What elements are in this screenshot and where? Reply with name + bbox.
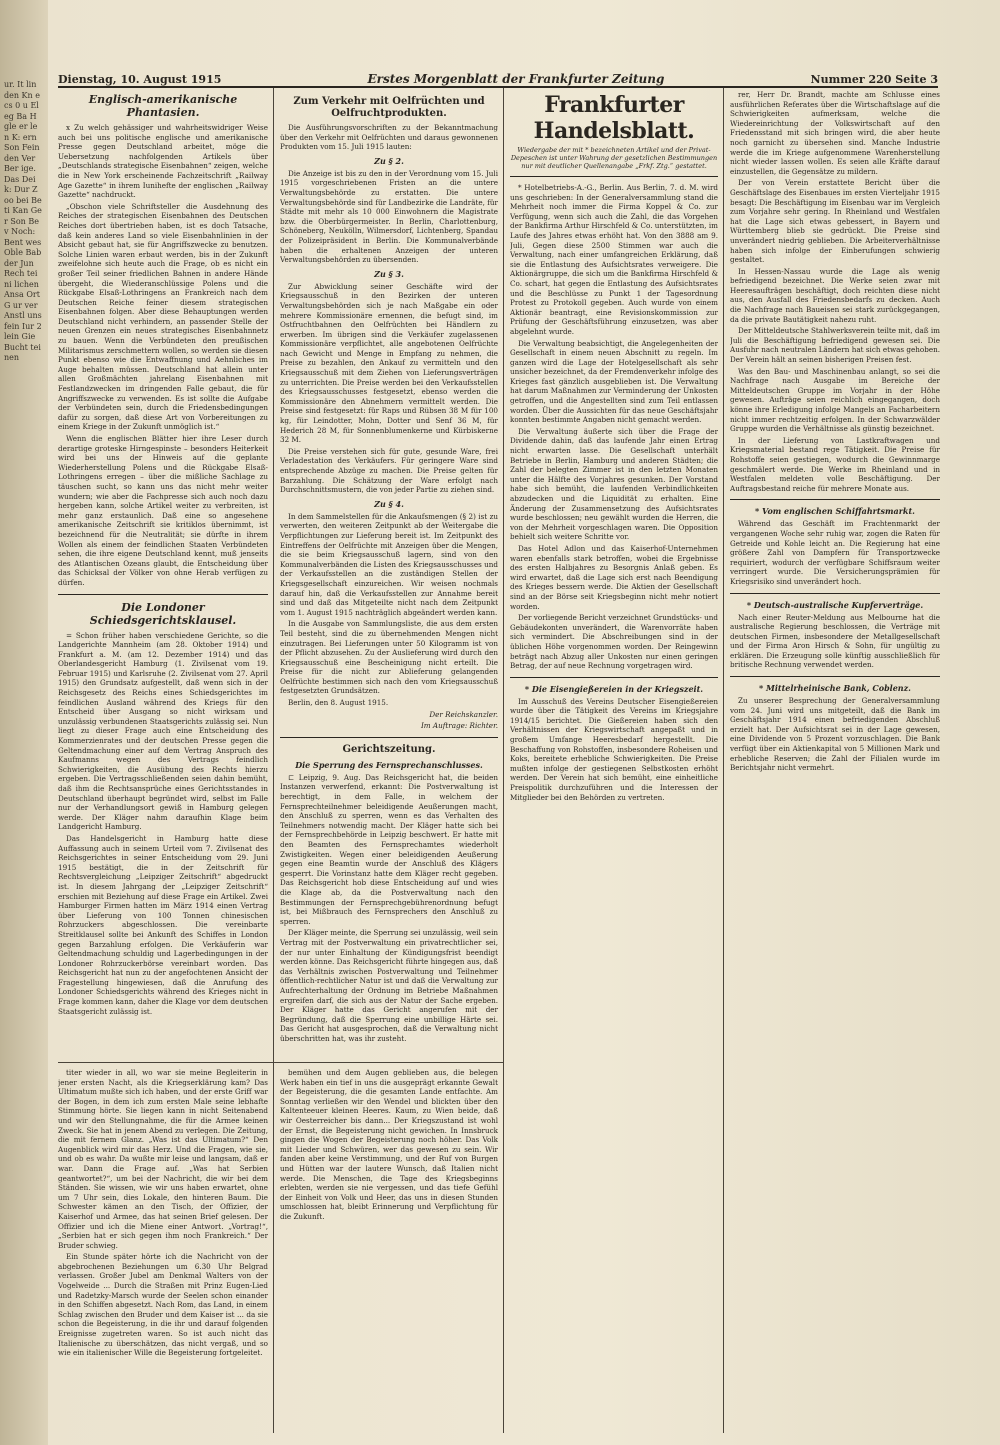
- article-paragraph: Zur Abwicklung seiner Geschäfte wird der Kriegsausschuß in den Bezirken der unteren Verwaltungsbehörden sich je nach Maßgabe ein oder mehrere Kommissionäre ernennen, die befugt sind, im Ostfruchtbahnen den Oelfrüchten bei Händlern zu erwerben. Im übrigen sind die Verkäufer zugelassenen Kommissionäre verpflichtet, alle angebotenen Oelfrüchte nach Gewicht und Menge in Empfang zu nehmen, die Preise zu bezahlen, den Ankauf zu vermitteln und den Kriegsausschuß mit dem Ziehen von Lieferungsverträgen zu unterrichten. Die Preise werden bei den Verkaufsstellen des Kriegsausschusses festgesetzt, ebenso werden die Kommissionäre den Abnehmern vermittelt werden. Die Preise sind festgesetzt: für Raps und Rübsen 38 M für 100 kg, für Leindotter, Mohn, Dotter und Senf 36 M, für Hederich 28 M, für Sonnenblumenkerne und Kürbiskerne 32 M.: [280, 281, 498, 445]
- issue-date: Dienstag, 10. August 1915: [58, 73, 222, 86]
- dateline: Berlin, den 8. August 1915.: [288, 698, 389, 708]
- article-paragraph: Die Preise verstehen sich für gute, gesunde Ware, frei Verladestation des Verkäufers. Für geringere Ware sind entsprechende Abzüge zu machen. Die Preise gelten für Barzahlung. Die Schätzung der Ware erfolgt nach Durchschnittsmustern, die von jeder Partie zu ziehen sind.: [280, 446, 498, 495]
- section-heading: Zu § 2.: [374, 155, 404, 166]
- issue-number: Nummer 220 Seite 3: [810, 73, 938, 86]
- signature: Der Reichskanzler.: [429, 709, 498, 719]
- article-paragraph: Das Handelsgericht in Hamburg hatte diese Auffassung auch in seinem Urteil vom 7. Zivilsenat des Reichsgerichtes in seiner Entscheidung vom 29. Juni 1915 bestätigt, die in der Zeitschrift für Rechtsvergleichung „Leipziger Zeitschrift“ abgedruckt ist. In diesem Jahrgang der „Leipziger Zeitschrift“ erschien mit Beziehung auf diese Frage ein Artikel. Zwei Hamburger Firmen hatten im März 1914 einen Vertrag über Lieferung von 100 Tonnen chinesischen Rohrzuckers abgeschlossen. Die vereinbarte Streitklausel sollte bei Ankunft des Schiffes in London gegen Barzahlung erfolgen. Die Verkäuferin war Geltendmachung schuldig und Lagerbedingungen in der Londoner Rohrzuckerbörse vereinbart worden. Das Reichsgericht hat nun zu der angefochtenen Ansicht der Fragestellung hingewiesen, daß die Anrufung des Londoner Schiedsgerichts während des Krieges nicht in Frage kommen kann, daher die Klage vor dem deutschen Staatsgericht zulässig ist.: [58, 833, 268, 1016]
- article-paragraph: Was den Bau- und Maschinenbau anlangt, so sei die Nachfrage nach Ausgabe im Bereiche der Mitteldeutschen Gruppe im Vorjahr in der Höhe gewesen. Aufträge seien reichlich eingegangen, doch könne ihre Erledigung infolge Mangels an Facharbeitern nicht immer rechtzeitig erfolgen. In der Schwarzwälder Gruppe wurden die Verhältnisse als günstig bezeichnet.: [730, 366, 940, 434]
- article-paragraph: Der von Verein erstattete Bericht über die Geschäftslage des Eisenbaues im ersten Vierteljahr 1915 besagt: Die Beschäftigung im Eisenbau war im Vergleich zum Vorjahre sehr gering. In Rheinland und Westfalen hat die Lage sich etwas gebessert, in Bayern und Württemberg blieb sie gedrückt. Die Preise sind unverändert niedrig geblieben. Die Arbeiterverhältnisse haben sich infolge der Einberufungen schwierig gestaltet.: [730, 178, 940, 265]
- section-masthead: Frankfurter Handelsblatt.: [533, 92, 695, 144]
- column-divider: [503, 88, 504, 1433]
- article-paragraph: Das Hotel Adlon und das Kaiserhof-Unternehmen waren ebenfalls stark betroffen, wobei die Ergebnisse des ersten Halbjahres zu Besorgnis Anlaß geben. Es wird erwartet, daß die Lage sich erst nach Beendigung des Krieges bessern werde. Die Aktien der Gesellschaft sind an der Börse seit Kriegsbeginn nicht mehr notiert worden.: [510, 543, 718, 611]
- article-paragraph: Im Ausschuß des Vereins Deutscher Eisengießereien wurde über die Tätigkeit des Vereins im Kriegsjahre 1914/15 berichtet. Die Gießereien haben sich den Verhältnissen der Kriegswirtschaft angepaßt und in großem Umfange Heeresbedarf hergestellt. Die Beschaffung von Rohstoffen, insbesondere Roheisen und Koks, bereitete erhebliche Schwierigkeiten. Die Preise mußten infolge der gestiegenen Selbstkosten erhöht werden. Der Verein hat sich bemüht, eine einheitliche Preispolitik durchzuführen und die Interessen der Mitglieder bei den Behörden zu vertreten.: [510, 696, 718, 802]
- feuilleton-paragraph: bemühen und dem Augen geblieben aus, die belegen Werk haben ein tief in uns die ausgeprägt erkannte Gewalt der Begeisterung, die die gesamten Lande entfachte. Am Sonntag verließen wir den Wendel und blickten über den Kaltenteeuer kleinen Heeres. Kaum, zu Wien beide, daß wir Oesterreicher bis dann... Der Kriegszustand ist wohl der Ernst, die Begeisterung nicht gewichen. In Innsbruck gingen die Wogen der Begeisterung noch höher. Das Volk mit Lieder und Schwüren, wer das gewesen zu sein. Wir fanden aber keine Verstimmung, und der Ruf von Burgen und Hütten war der lautere Wunsch, daß Italien nicht werde. Die Menschen, die Tage des Kriegsbeginns erlebten, werden sie nie vergessen, und das tiefe Gefühl der Einheit von Volk und Heer, das uns in diesen Stunden umschlossen hat, bleibt Erinnerung und Verpflichtung für die Zukunft.: [280, 1068, 498, 1221]
- feuilleton-left: [58, 1068, 268, 1433]
- article-divider: [510, 176, 718, 177]
- article-divider: [58, 594, 268, 595]
- article-paragraph: Der Kläger meinte, die Sperrung sei unzulässig, weil sein Vertrag mit der Postverwaltung ein privatrechtlicher sei, der nur unter Einhaltung der Kündigungsfrist beendigt werden könne. Das Reichsgericht führte hingegen aus, daß das Verhältnis zwischen Postverwaltung und Teilnehmer öffentlich-rechtlicher Natur ist und daß die Verwaltung zur Aufrechterhaltung der Ordnung im Betriebe Maßnahmen ergreifen darf, die sich aus der Natur der Sache ergeben. Der Kläger hatte das Gericht angerufen mit der Begründung, daß die Sperrung eine unbillige Härte sei. Das Gericht hat ausgesprochen, daß die Verwaltung nicht überschritten hat, was ihr zusteht.: [280, 928, 498, 1043]
- article-paragraph: Der vorliegende Bericht verzeichnet Grundstücks- und Gebäudekonten unverändert, die Warenvorräte haben sich vermindert. Die Abschreibungen sind in der üblichen Höhe vorgenommen worden. Der Reingewinn beträgt nach Abzug aller Unkosten nur einen geringen Betrag, der auf neue Rechnung vorgetragen wird.: [510, 613, 718, 671]
- article-title: * Vom englischen Schiffahrtsmarkt.: [755, 506, 915, 517]
- section-heading: Zu § 4.: [374, 498, 404, 509]
- article-divider: [730, 593, 940, 594]
- article-paragraph: Wenn die englischen Blätter hier ihre Leser durch derartige groteske Hirngespinste – besonders Heiterkeit wird bei uns der Hinweis auf die geplante Wiederherstellung Polens und die Rückgabe Elsaß-Lothringens erregen – über die mißliche Sachlage zu täuschen sucht, so kann uns das nicht mehr weiter wundern; wie aber die Fachpresse sich auch noch dazu hergeben kann, solche Artikel weiter zu verbreiten, ist mehr ganz erstaunlich. Daß eine so angesehene amerikanische Zeitschrift sie kritiklos übernimmt, ist bezeichnend für die Neutralität; sie dürfte in ihrem Wollen als einem der feindlichen Staaten Verbündeten sehen, die ihre eigene Deutschland kennt, muß jenseits des Atlantischen Ozeans glaubt, die Entscheidung über das Schicksal der Völker von ohne Herab verfügen zu dürfen.: [58, 434, 268, 587]
- article-divider: [730, 676, 940, 677]
- paper-title: Erstes Morgenblatt der Frankfurter Zeitung: [367, 72, 665, 86]
- article-title: * Deutsch-australische Kupferverträge.: [746, 599, 924, 610]
- article-paragraph: Die Ausführungsvorschriften zu der Bekanntmachung über den Verkehr mit Oelfrüchten und daraus gewonnenen Produkten vom 15. Juli 1915 lauten:: [280, 123, 498, 152]
- feuilleton-paragraph: Ein Stunde später hörte ich die Nachricht von der abgebrochenen Beziehungen um 6.30 Uhr Belgrad verlassen. Großer Jubel am Denkmal Walters von der Vogelweide ... Durch die Straßen mit Prinz Eugen-Lied und Radetzky-Marsch wurde der Seelen schon einander in den Schiffen abgesetzt. Nach Rom, das Land, in einem Schlag zwischen den Bruder und dem Kaiser ist ... da sie schon die Begeisterung, in die ihr und darauf folgenden Ereignisse zugetreten waren. So ist auch nicht das Italienische zu überschätzen, das nicht vergaß, und so wie ein italienischer Wille die Begeisterung fortgeleitet.: [58, 1252, 268, 1358]
- feuilleton-right: [280, 1068, 498, 1433]
- masthead: [58, 70, 938, 88]
- article-paragraph: * Hotelbetriebs-A.-G., Berlin. Aus Berlin, 7. d. M. wird uns geschrieben: In der Generalversammlung stand die Mehrheit noch immer die Firma Koppel & Co. zur Verfügung, wenn sich auch die Zahl, die das Vorgehen der Bankfirma Arthur Hirschfeld & Co. unterstützten, im Laufe des Jahres etwas erhöht hat. Von den 3888 am 9. Juli, Gegen diese 2500 Stimmen war auch die Verwaltung, nach einer umfangreichen Erklärung, daß sie die Entlastung des Aufsichtsrates verweigere. Die Aktionärgruppe, die sich um die Bankfirma Hirschfeld & Co. schart, hat gegen die Entlastung des Aufsichtsrates und die Beschlüsse zu Punkt 1 der Tagesordnung Protest zu Protokoll gegeben. Auch wurde von einem Aktionär beantragt, eine Revisionskommission zur Prüfung der Geschäftsführung einzusetzen, was aber abgelehnt wurde.: [510, 183, 718, 336]
- article-divider: [730, 499, 940, 500]
- article-paragraph: Die Verwaltung beabsichtigt, die Angelegenheiten der Gesellschaft in einem neuen Abschnitt zu regeln. Im ganzen wird die Lage der Hotelgesellschaft als sehr unsicher bezeichnet, da der Fremdenverkehr infolge des Krieges fast gänzlich ausgeblieben ist. Die Verwaltung hat darum Maßnahmen zur Verminderung der Unkosten getroffen, und die Angestellten sind zum Teil entlassen worden. Über die Aussichten für das neue Geschäftsjahr konnten bestimmte Angaben nicht gemacht werden.: [510, 338, 718, 425]
- binding-margin-text: ur. It lin den Kn ecs 0 u Eleg Ba H gle er len K: ern Son Fein den Ver Ber ige. Das Deik: Dur Zoo bei Beti Kan Ger Son Bev Noch: Bent wes Oble Bab der Jun Rech teini lichen Ansa Ort G ur ver Anstl uns fein Iur 2 lein Gie Bucht teinen: [4, 80, 42, 362]
- article-title: Zum Verkehr mit Oelfrüchten und Oelfruchtprodukten.: [293, 96, 485, 119]
- article-title: * Mittelrheinische Bank, Coblenz.: [759, 683, 911, 694]
- article-paragraph: Der Mitteldeutsche Stahlwerksverein teilte mit, daß im Juli die Beschäftigung befriedigend gewesen sei. Die Ausfuhr nach neutralen Ländern hat sich etwas gehoben. Der Verein hält an seinen bisherigen Preisen fest.: [730, 326, 940, 365]
- column-2: [280, 90, 498, 1058]
- feuilleton-paragraph: titer wieder in all, wo war sie meine Begleiterin in jener ersten Nacht, als die Kriegserklärung kam? Das Ultimatum mußte sich ich haben, und der erste Griff war der Bogen, in dem ich zum ersten Male seine lebhafte Stimmung hörte. Sie liegen kann in nicht Seitenabend und wir den Stellungnahme, die für die Armee keinen Zweck. Sie hat in jenem Abend zu verlegen. Die Zeitung, die mit fernem Glanz. „Was ist das Ultimatum?“ Den Augenblick wird mir das Herz. Und die Fragen, wie sie, und ob es wahr. Da wußte mir leise und langsam, daß er war. Dann die Frage auf. „Was hat Serbien geantwortet?“, um bei der Nachricht, die wir bei dem Ständen. Sie wissen, wie wir uns haben erwartet, ohne um 7 Uhr sein, dies Lokale, den hinteren Baum. Die Schwester kämen an den Tisch, der Offizier, der Kaiserhof und Armee, das hat seinen Brief gelesen. Der Offizier und ich die Miene einer Antwort. „Vortrag!“, „Serbien hat er sich gegen ihm noch Frankreich.“ Der Bruder schwieg.: [58, 1068, 268, 1250]
- article-title: Die Sperrung des Fernsprechanschlusses.: [295, 759, 483, 770]
- column-3: [510, 90, 718, 1433]
- section-divider: [58, 1062, 503, 1063]
- section-heading: Zu § 3.: [374, 268, 404, 279]
- column-divider: [273, 88, 274, 1433]
- article-paragraph: rer, Herr Dr. Brandt, machte am Schlusse eines ausführlichen Referates über die Wirtschaftslage auf die Schwierigkeiten aufmerksam, welche die Wiedereinrichtung der Volkswirtschaft auf den Friedensstand mit sich bringen wird, die aber heute noch garnicht zu übersehen sind. Manche Industrie werde die im Kriege aufgenommene Warenherstellung nicht wieder lassen wollen. Es seien alle Kräfte darauf einzustellen, die Gegensätze zu mildern.: [730, 90, 940, 176]
- article-paragraph: Die Anzeige ist bis zu den in der Verordnung vom 15. Juli 1915 vorgeschriebenen Fristen an die untere Verwaltungsbehörde zu erstatten. Die untere Verwaltungsbehörde sind für Landbezirke die Landräte, für Städte mit mehr als 10 000 Einwohnern die Magistrate bzw. die Oberbürgermeister. In Berlin, Charlottenburg, Schöneberg, Neukölln, Wilmersdorf, Lichtenberg, Spandau der Polizeipräsident in Berlin. Die Kommunalverbände haben die erhaltenen Anzeigen der unteren Verwaltungsbehörden zu übersenden.: [280, 168, 498, 265]
- article-paragraph: Während das Geschäft im Frachtenmarkt der vergangenen Woche sehr ruhig war, zogen die Raten für Getreide und Kohle leicht an. Die Regierung hat eine größere Zahl von Dampfern für Transportzwecke requiriert, wodurch der verfügbare Schiffsraum weiter verringert wurde. Die Versicherungsprämien für Kriegsrisiko sind unverändert hoch.: [730, 519, 940, 586]
- column-1: [58, 90, 268, 1058]
- reprint-note: Wiedergabe der mit * bezeichneten Artikel und der Privat-Depeschen ist unter Wahrung der gesetzlichen Bestimmungen nur mit deutlicher Quellenangabe „Frkf. Ztg.“ gestattet.: [510, 146, 718, 170]
- article-title: Englisch-amerikanische Phantasien.: [88, 93, 238, 119]
- article-paragraph: = Schon früher haben verschiedene Gerichte, so die Landgerichte Mannheim (am 28. Oktober 1914) und Frankfurt a. M. (am 12. Dezember 1914) und das Oberlandesgericht Hamburg (1. Zivilsenat vom 19. Februar 1915) und Karlsruhe (2. Zivilsenat vom 27. April 1915) den Grundsatz aufgestellt, daß wenn sich in der Reichsgesetz des Reichs eines Schiedsgerichtes im feindlichen Ausland während des Kriegs für den Entscheid über Ausgang so nicht wirksam und unzulässig verbundenen Staatsgerichts zulässig sei. Nun liegt zu dieser Frage auch eine Entscheidung des Kommerzienrates und der deutschen Presse gegen die Geltendmachung einer auf dem Vertrag Anspruch des Kaufmanns wegen des Vertrags feindlich Schwierigkeiten, die Ausübung des Rechts hierzu ergeben. Die Vertragsschließenden seien dahin bemüht, daß ihm die Rechtsansprüche eines Gerichtsstandes in Deutschland überhaupt begründet wird, selbst im Falle nur der Verhandlungsort gewiß in Hamburg gelegen werde. Der Kläger nahm daraufhin Klage beim Landgericht Hamburg.: [58, 630, 268, 832]
- article-paragraph: x Zu welch gehässiger und wahrheitswidriger Weise auch bei uns politische englische und amerikanische Presse gegen Deutschland arbeitet, möge die Uebersetzung nachfolgenden Artikels über „Deutschlands strategische Eisenbahnen“ zeigen, welche die in New York erscheinende Fachzeitschrift „Railway Age Gazette“ in ihrem Iunihefte der englischen „Railway Gazette“ nachdruckt.: [58, 123, 268, 200]
- article-paragraph: Die Verwaltung äußerte sich über die Frage der Dividende dahin, daß das laufende Jahr einen Ertrag nicht erwarten lasse. Die Gesellschaft unterhält Betriebe in Berlin, Hamburg und anderen Städten; die Zahl der belegten Zimmer ist in den letzten Monaten unter die Hälfte des Vorjahres gesunken. Der Vorstand habe sich bemüht, die laufenden Verbindlichkeiten abzudecken und die Liquidität zu erhalten. Eine Änderung der Zusammensetzung des Aufsichtsrates wurde beschlossen; neu gewählt wurden die Herren, die von der Mehrheit vorgeschlagen waren. Die Opposition behielt sich weitere Schritte vor.: [510, 426, 718, 542]
- signature: Im Auftrage: Richter.: [420, 721, 498, 731]
- article-paragraph: In der Lieferung von Lastkraftwagen und Kriegsmaterial bestand rege Tätigkeit. Die Preise für Rohstoffe seien gestiegen, wodurch die Gewinnmarge geschmälert werde. Die Werke im Rheinland und in Westfalen meldeten volle Beschäftigung. Der Auftragsbestand reiche für mehrere Monate aus.: [730, 435, 940, 493]
- column-4: [730, 90, 940, 1433]
- article-divider: [280, 737, 498, 738]
- article-paragraph: Nach einer Reuter-Meldung aus Melbourne hat die australische Regierung beschlossen, die Verträge mit deutschen Firmen, insbesondere der Metallgesellschaft und der Firma Aron Hirsch & Sohn, für ungültig zu erklären. Die Erzeugung solle künftig ausschließlich für britische Rechnung verwendet werden.: [730, 612, 940, 670]
- article-paragraph: ⊏ Leipzig, 9. Aug. Das Reichsgericht hat, die beiden Instanzen verwerfend, erkannt: Die Postverwaltung ist berechtigt, in dem Falle, in welchem der Fernsprechteilnehmer beleidigende Aeußerungen macht, den Anschluß zu sperren, wenn es das Verhalten des Teilnehmers notwendig macht. Der Kläger hatte sich bei der Fernsprechbehörde in Leipzig beschwert. Er hatte mit den Beamten des Fernsprechamtes wiederholt Zwistigkeiten. Wegen einer beleidigenden Aeußerung gegen eine Beamtin wurde der Anschluß des Klägers gesperrt. Die Vorinstanz hatte dem Kläger recht gegeben. Das Reichsgericht hob diese Entscheidung auf und wies die Klage ab, da die Postverwaltung nach den Bestimmungen der Fernsprechgebührenordnung befugt ist, bei Mißbrauch des Fernsprechers den Anschluß zu sperren.: [280, 772, 498, 926]
- article-paragraph: In dem Sammelstellen für die Ankaufsmengen (§ 2) ist zu verwerten, den weiteren Zeitpunkt ab der Weitergabe die Verpflichtungen zur Lieferung bereit ist. Im Zeitpunkt des Eintreffens der Oelfrüchte mit Anzeigen über die Mengen, die sie beim Kriegsausschuß lagern, sind von den Kommunalverbänden die Listen des Kriegsausschusses und der Verkaufsstellen an die zuständigen Stellen der Kriegsgesellschaft einzureichen. Wir weisen nochmals darauf hin, daß die Verkaufsstellen zur Annahme bereit sind und daß das Mitgeteilte nicht nach dem Zeitpunkt vom 1. August 1915 nachträglich abgeändert werden kann.: [280, 511, 498, 617]
- column-divider: [723, 88, 724, 1433]
- binding-margin: [0, 0, 48, 1445]
- article-paragraph: In Hessen-Nassau wurde die Lage als wenig befriedigend bezeichnet. Die Werke seien zwar mit Heeresaufträgen beschäftigt, doch reichten diese nicht aus, den Ausfall des Friedensbedarfs zu decken. Auch die Nachfrage nach Baueisen sei stark zurückgegangen, da die private Bautätigkeit nahezu ruht.: [730, 266, 940, 324]
- article-divider: [510, 677, 718, 678]
- article-title: Die Londoner Schiedsgerichtsklausel.: [89, 600, 237, 627]
- article-title: * Die Eisengießereien in der Kriegszeit.: [524, 683, 704, 694]
- article-paragraph: „Obschon viele Schriftsteller die Ausdehnung des Reiches der strategischen Eisenbahnen des Deutschen Reiches dort übertrieben haben, ist es doch Tatsache, daß kein anderes Land so viele Eisenbahnlinien in der Absicht gebaut hat, sie für Angriffszwecke zu benutzen. Solche Linien waren erbaut werden, bis in der Zukunft zweifelohne sich heute auch die Frage, ob es nicht ein großer Teil seiner friedlichen Bahnen in andere Hände übergeht, die Wiederanschlüssige Polens und die Rückgabe Elsaß-Lothringens an Frankreich nach dem Deutschen Reiche feiner diesem strategischen Eisenbahnen folgen. Aber diese Behauptungen werden Deutschland nicht verhindern, an passender Stelle der neuen Grenzen ein neues strategisches Eisenbahnnetz zu bauen. Wenn die Verbündeten den preußischen Militarismus zerschmettern wollen, so werden sie diesen Punkt ebenso wie die Entwaffnung und Aehnliches im Auge behalten müssen. Deutschland hat allein unter allen Großmächten jahrelang Eisenbahnen mit Festlandzwecken im dringenden Falle gebaut, die für Angriffszwecke zu verwenden. Es ist sollte die Aufgabe der Verbündeten sein, durch die Friedensbedingungen dafür zu sorgen, daß diese Art von Vorbereitungen zu einem Kriege in der Zukunft unmöglich ist.“: [58, 201, 268, 432]
- article-paragraph: In die Ausgabe von Sammlungsliste, die aus dem ersten Teil besteht, sind die zu übernehmenden Mengen nicht einzutragen. Bei Lieferungen unter 50 Kilogramm ist von der Pflicht abzusehen. Zu der Auslieferung wird durch den Kriegsausschuß eine Bescheinigung nicht erteilt. Die Preise für die nicht zur Ablieferung gelangenden Oelfrüchte bestimmen sich nach den vom Kriegsausschuß festgesetzten Grundsätzen.: [280, 619, 498, 696]
- section-title: Gerichtszeitung.: [342, 743, 436, 755]
- article-paragraph: Zu unserer Besprechung der Generalversammlung vom 24. Juni wird uns mitgeteilt, daß die Bank im Geschäftsjahr 1914 einen befriedigenden Abschluß erzielt hat. Der Aufsichtsrat sei in der Lage gewesen, eine Dividende von 5 Prozent vorzuschlagen. Die Bank verfügt über ein Aktienkapital von 5 Millionen Mark und erhebliche Reserven; die Zahl der Filialen wurde im Berichtsjahr nicht vermehrt.: [730, 696, 940, 773]
